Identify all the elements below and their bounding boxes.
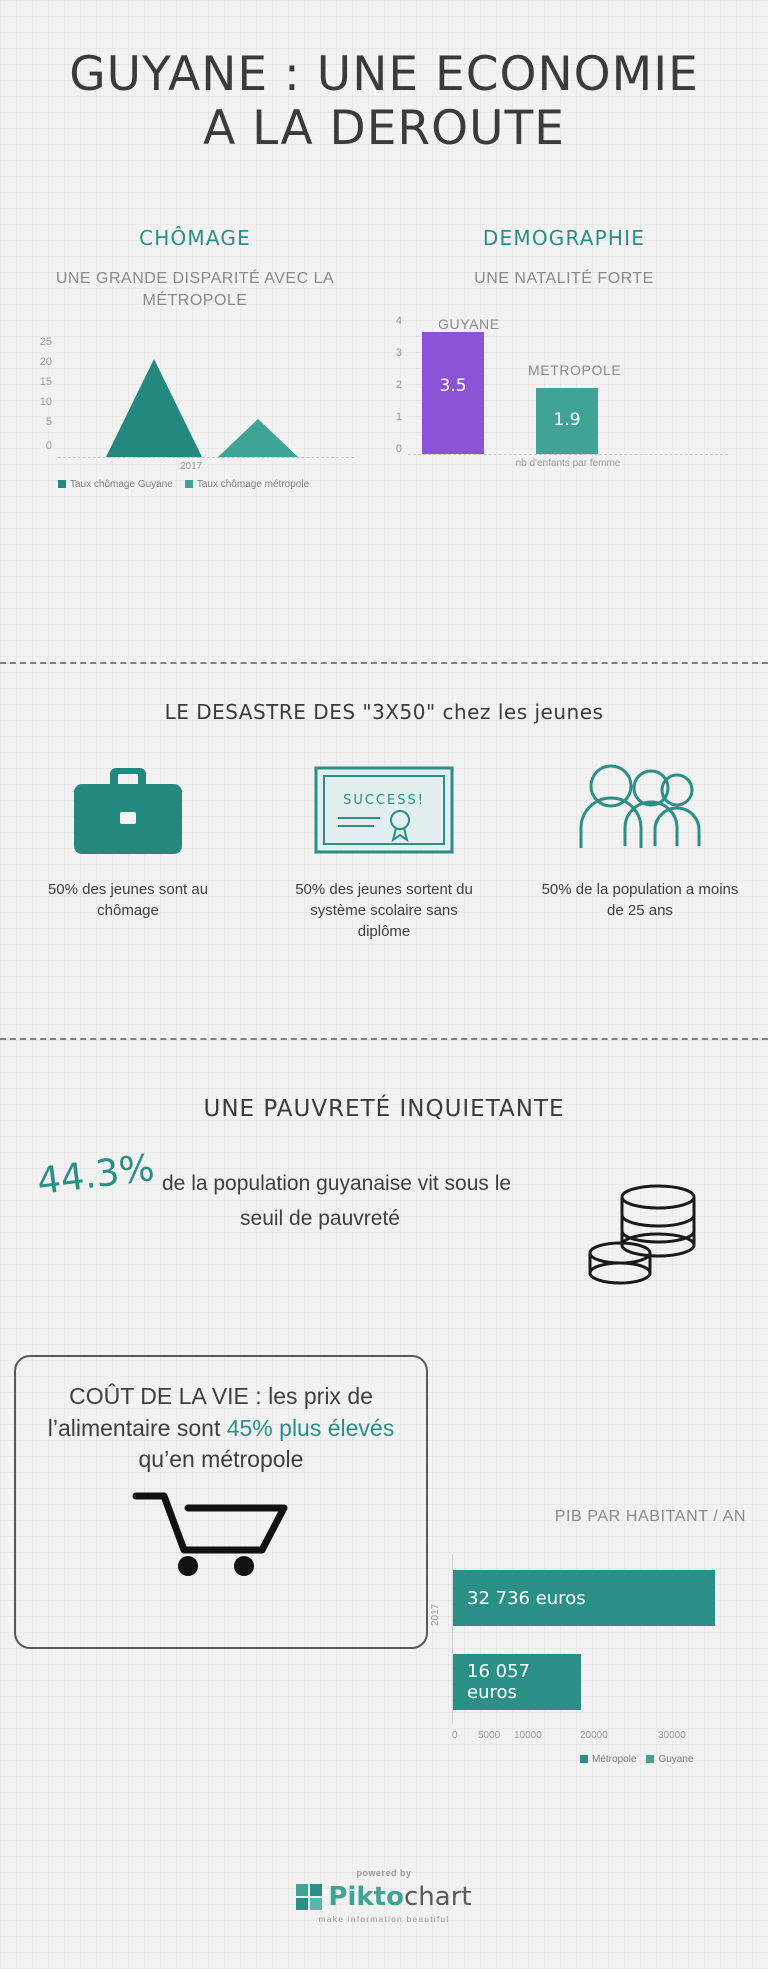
series-guyane-area (106, 359, 202, 457)
legend-item-guyane-pib (646, 1754, 693, 1765)
legend-swatch-icon (58, 480, 66, 488)
ytick: 5 (45, 416, 52, 429)
diploma-icon (256, 752, 512, 867)
page-title (0, 48, 768, 156)
ytick: 4 (395, 314, 402, 327)
poverty-percent: 44.3% (34, 1145, 157, 1203)
legend-swatch-icon (185, 480, 193, 488)
footer (0, 1868, 768, 1924)
chart-chomage-legend (58, 479, 309, 490)
bar-metropole-pib (453, 1570, 715, 1626)
piktochart-logo-icon (296, 1884, 322, 1910)
shopping-cart-icon (16, 1480, 426, 1580)
bar-value-metropole-pib: 32 736 euros (467, 1587, 586, 1609)
divider-1 (0, 662, 768, 664)
section-jeunes-title: LE DESASTRE DES "3X50" chez les jeunes (164, 700, 604, 724)
ytick: 15 (39, 376, 52, 389)
briefcase-icon (0, 752, 256, 867)
bar-guyane (422, 332, 484, 454)
piktochart-logo[interactable] (0, 1882, 768, 1912)
xtick: 20000 (580, 1730, 608, 1741)
poverty-text-line2: seuil de pauvreté (240, 1207, 400, 1230)
piktochart-wordmark (328, 1882, 471, 1912)
bar-value-metropole: 1.9 (553, 409, 581, 430)
ytick: 2 (395, 378, 402, 391)
divider-2 (0, 1038, 768, 1040)
xtick: 10000 (514, 1730, 542, 1741)
chart-chomage-plot (58, 337, 354, 458)
cost-part3: qu’en métropole (138, 1446, 304, 1473)
jeunes-item-chomage (0, 752, 256, 942)
legend-swatch-icon (580, 1755, 588, 1763)
ytick: 1 (395, 410, 402, 423)
powered-by-label: powered by (356, 1868, 412, 1878)
poverty-text-line1: de la population guyanaise vit sous le (162, 1172, 512, 1195)
chart-pib (430, 1548, 760, 1798)
chart-chomage (20, 336, 360, 491)
bar-label-metropole: METROPOLE (528, 361, 622, 378)
jeunes-caption: 50% des jeunes sortent du système scolaire sans diplôme (295, 881, 473, 940)
section-demographie-title: DEMOGRAPHIE (482, 226, 646, 250)
coins-stack-icon (580, 1175, 710, 1300)
bar-metropole (536, 388, 598, 454)
chart-demographie-xlabel: nb d'enfants par femme (515, 457, 621, 469)
section-pauvrete-title: UNE PAUVRETÉ INQUIETANTE (203, 1096, 565, 1122)
svg-text:SUCCESS!: SUCCESS! (343, 792, 425, 808)
brand-chart: chart (403, 1882, 472, 1912)
legend-label: Métropole (592, 1754, 637, 1765)
page-title-line2: A LA DEROUTE (203, 101, 565, 157)
chart-chomage-yaxis (20, 337, 56, 457)
jeunes-item-diplome (256, 752, 512, 942)
poverty-statement (34, 1145, 640, 1233)
legend-item-guyane (58, 479, 173, 490)
xtick: 30000 (658, 1730, 686, 1741)
section-chomage-subtitle: UNE GRANDE DISPARITÉ AVEC LA MÉTROPOLE (55, 270, 335, 309)
chart-chomage-xlabel: 2017 (180, 461, 203, 473)
cost-of-living-card (14, 1355, 428, 1649)
ytick: 3 (395, 346, 402, 359)
chart-pib-ylabel: 2017 (430, 1603, 441, 1626)
xtick: 5000 (478, 1730, 501, 1741)
jeunes-caption: 50% de la population a moins de 25 ans (541, 881, 739, 919)
legend-label: Taux chômage métropole (196, 479, 310, 491)
chart-demographie-plot (408, 316, 728, 455)
bar-value-guyane-pib: 16 057 euros (467, 1661, 530, 1703)
brand-pikto: Pikto (328, 1882, 404, 1912)
cost-part2: les prix de l’alimentaire sont (47, 1383, 373, 1441)
bar-guyane-pib (453, 1654, 581, 1710)
chart-pib-plot (452, 1554, 743, 1724)
chart-pib-legend (580, 1754, 694, 1765)
ytick: 0 (395, 442, 402, 455)
legend-label: Guyane (658, 1754, 694, 1765)
bar-value-guyane: 3.5 (439, 375, 467, 396)
section-demographie-subtitle: UNE NATALITÉ FORTE (474, 270, 654, 287)
people-icon (512, 752, 768, 867)
section-chomage (20, 226, 370, 491)
cost-highlight-45: 45% (226, 1414, 273, 1441)
ytick: 20 (39, 356, 52, 369)
legend-label: Taux chômage Guyane (70, 479, 173, 491)
ytick: 25 (39, 336, 52, 349)
cost-part1: COÛT DE LA VIE : (69, 1383, 262, 1409)
section-jeunes-columns (0, 752, 768, 942)
chart-pib-title: PIB PAR HABITANT / AN (554, 1508, 746, 1525)
bar-label-guyane: GUYANE (438, 315, 500, 332)
legend-item-metropole (185, 479, 309, 490)
legend-swatch-icon (646, 1755, 654, 1763)
xtick: 0 (452, 1730, 458, 1741)
ytick: 0 (45, 440, 52, 453)
section-chomage-title: CHÔMAGE (139, 226, 251, 250)
legend-item-metropole-pib (580, 1754, 636, 1765)
ytick: 10 (39, 396, 52, 409)
footer-tagline: make information beautiful (318, 1914, 450, 1924)
section-demographie (378, 226, 750, 476)
series-metropole-area (218, 419, 298, 457)
cost-highlight-plus-eleves: plus élevés (279, 1414, 395, 1441)
chart-demographie (382, 316, 742, 476)
page-title-line1: GUYANE : UNE ECONOMIE (69, 47, 699, 102)
chart-demographie-yaxis (382, 316, 404, 454)
jeunes-caption: 50% des jeunes sont au chômage (47, 881, 209, 919)
cost-of-living-text (16, 1357, 426, 1476)
jeunes-item-population (512, 752, 768, 942)
